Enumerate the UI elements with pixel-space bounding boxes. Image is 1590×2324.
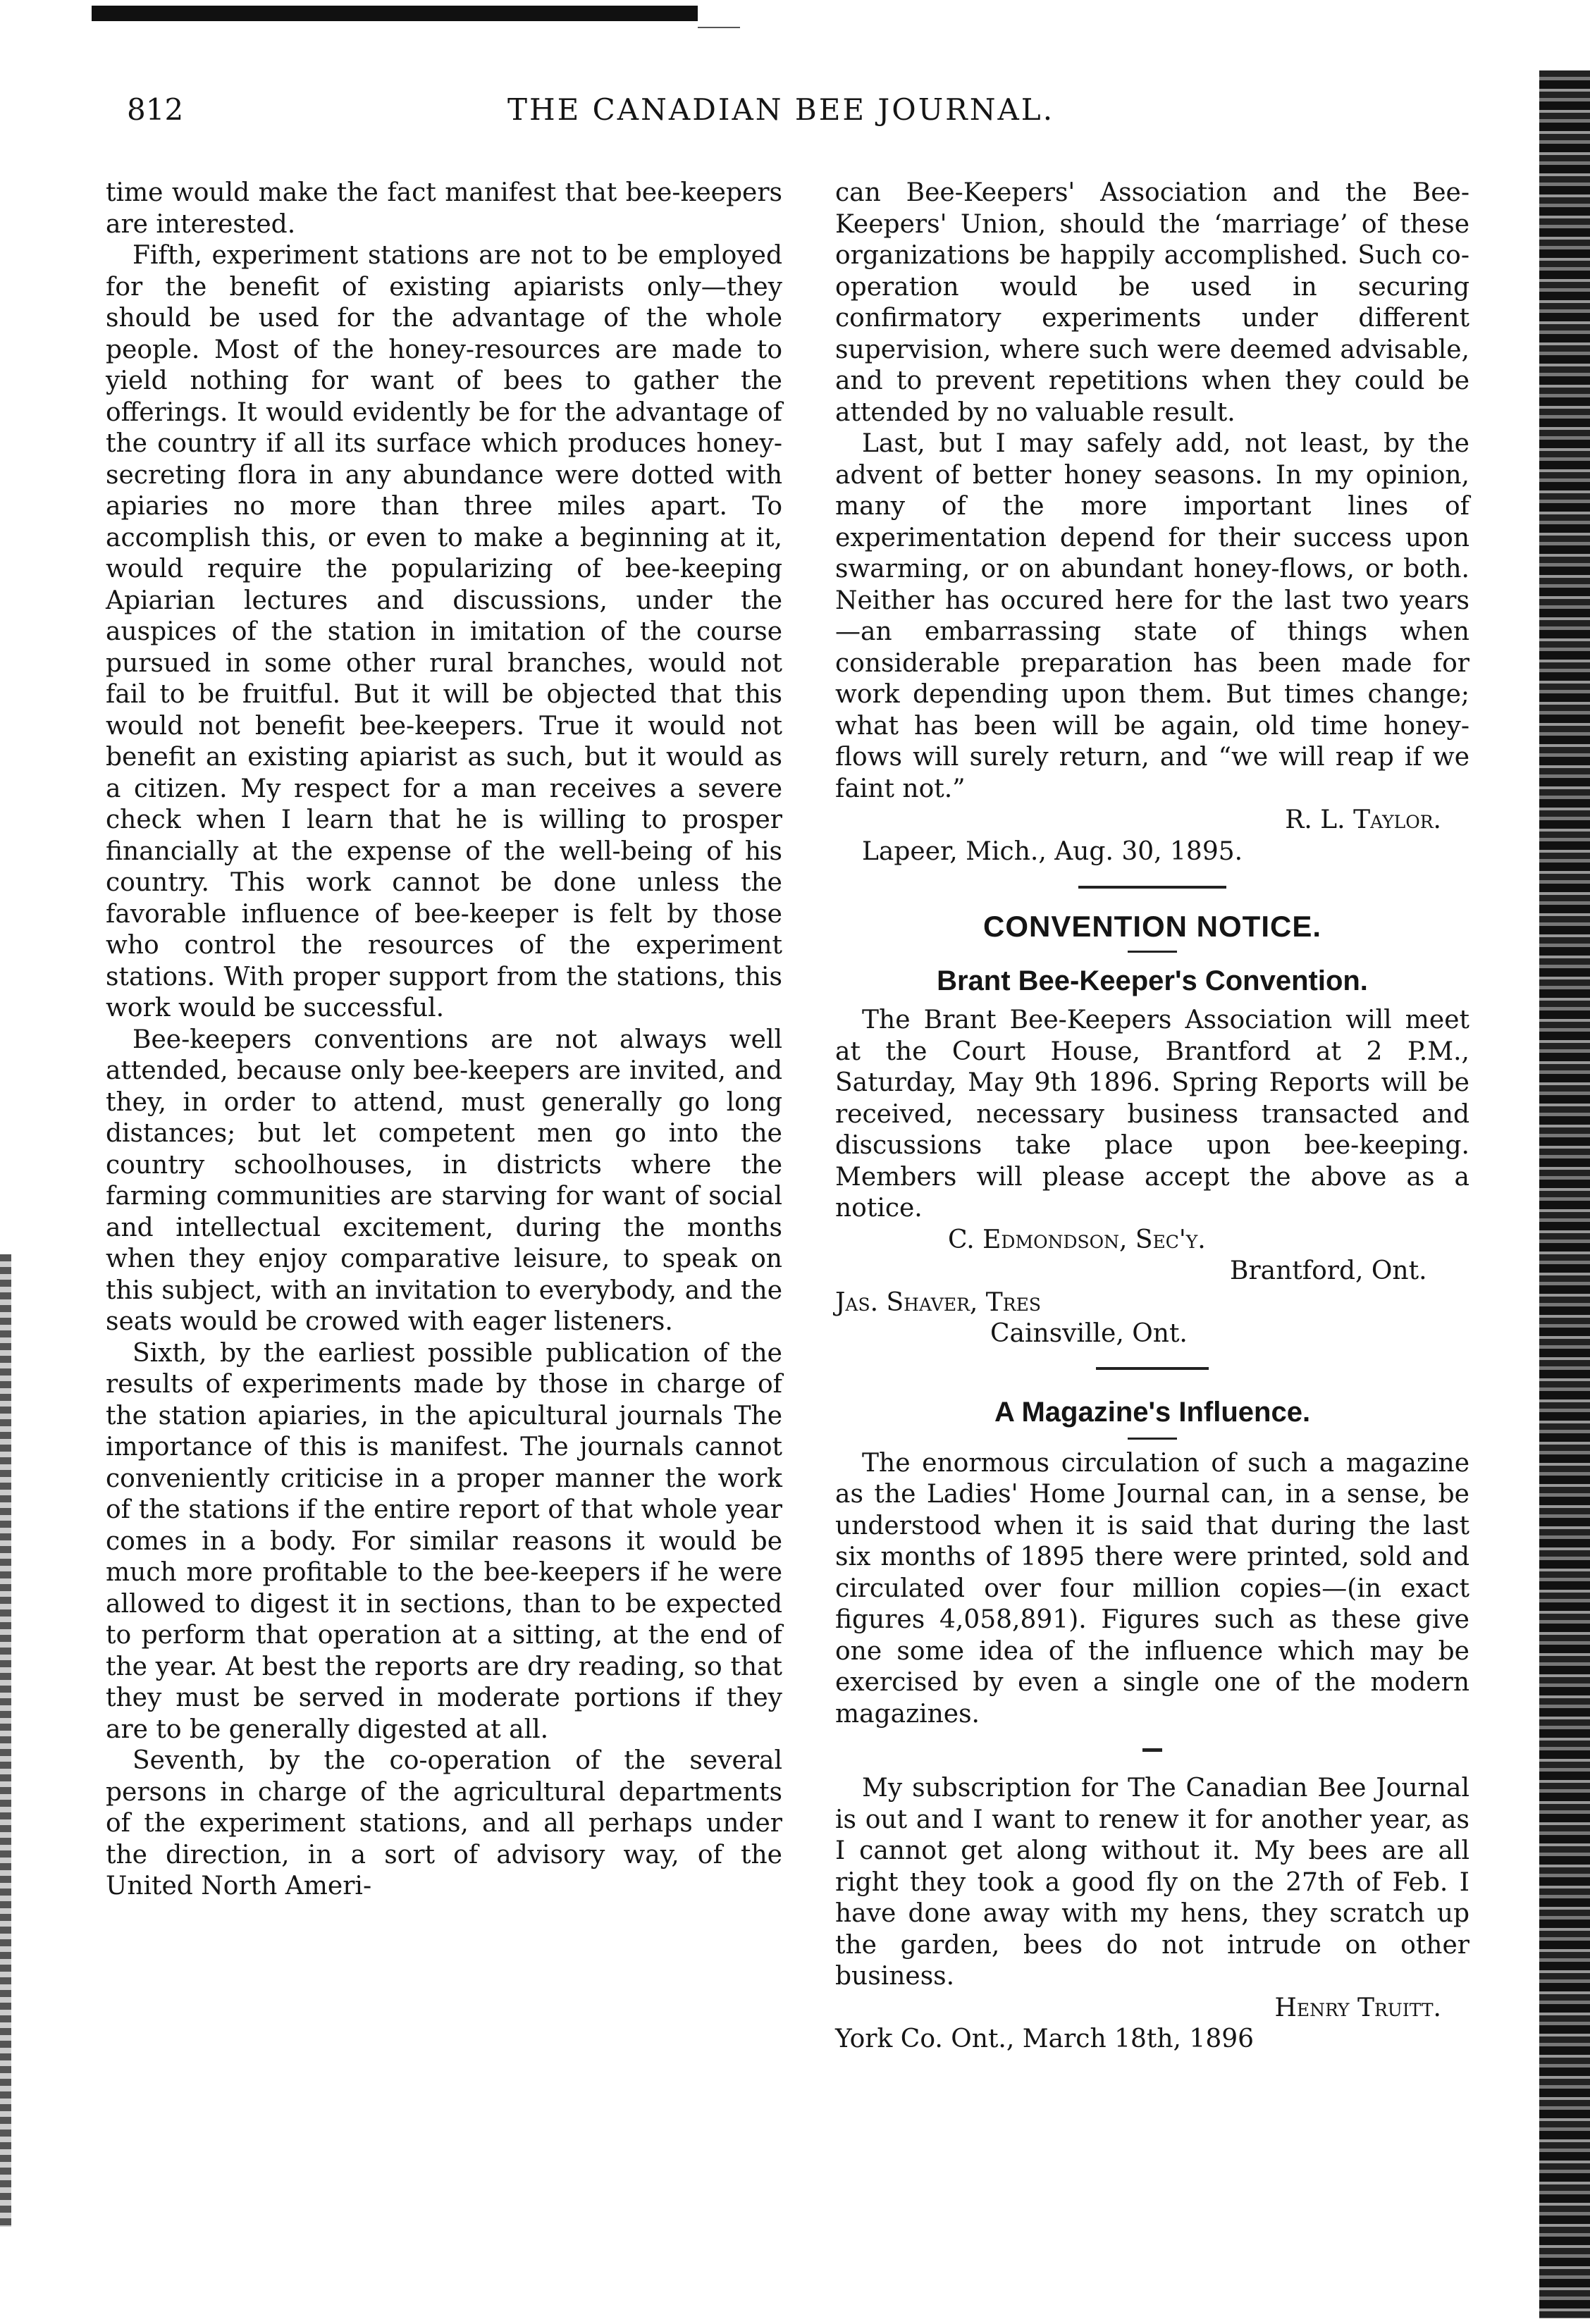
letter-place: York Co. Ont., March 18th, 1896 [835,2025,1255,2053]
scan-edge-left [0,1254,11,2227]
treasurer-name: Jas. Shaver, Tres [835,1287,1041,1317]
treasurer-place: Cainsville, Ont. [990,1319,1188,1348]
letter-body: My subscription for The Canadian Bee Journal is out and I want to renew it for another year, as I cannot get along without it. My bees are all right they took a good fly on the 27th of Feb. I have done away with my hens, they scratch up the garden, bees do not intrude on other business. [835,1774,1469,1991]
dateline: Lapeer, Mich., Aug. 30, 1895. [862,836,1243,866]
section-dash [1142,1748,1162,1752]
secretary-place: Brantford, Ont. [1230,1256,1427,1285]
top-rule-tail [698,27,740,28]
page-number: 812 [127,92,184,127]
journal-title: THE CANADIAN BEE JOURNAL. [507,92,1055,127]
magazine-heading: A Magazine's Influence. [994,1396,1311,1428]
left-column [106,178,782,1903]
top-rule [92,6,698,21]
paragraph: time would make the fact manifest that bee-keepers are interested. [106,178,782,239]
running-head [127,89,1156,131]
secretary-name: C. Edmondson, Sec'y. [948,1225,1206,1254]
paragraph: Bee-keepers conventions are not always well attended, because only bee-keepers are invited, and they, in order to attend, must generally go long distances; but let competent men go into the country schoolhouses, in districts where the farming communities are starving for want of social and intellectual excitement, during the months when they enjoy comparative leisure, to speak on this subject, with an invitation to everybody, and the seats would be crowed with eager listeners. [106,1025,782,1336]
right-column [835,178,1469,2056]
convention-subheading: Brant Bee-Keeper's Convention. [937,965,1368,996]
heading-divider [1128,951,1177,953]
paragraph: Sixth, by the earliest possible publication of the results of experiments made by those in charge of the station apiaries, in the apicultural journals The importance of this is manifest. The journals cannot conveniently criticise in a proper manner the work of the stations if the entire report of that whole year comes in a body. For similar reasons it would be much more profitable to the bee-keepers if he were allowed to digest it in sections, than to be expected to perform that operation at a sitting, at the end of the year. At best the reports are dry reading, so that they must be served in moderate portions if they are to be generally digested at all. [106,1338,782,1744]
paragraph: can Bee-Keepers' Association and the Bee-Keepers' Union, should the ‘marriage’ of these organizations be happily accomplished. Such co-operation would be used in securing confirmatory experiments under different supervision, where such were deemed advisable, and to prevent repetitions when they could be attended by no valuable result. [835,178,1469,427]
letter-signature: Henry Truitt. [1274,1993,1441,2022]
convention-notice-body: The Brant Bee-Keepers Association will meet at the Court House, Brantford at 2 P.M., Saturday, May 9th 1896. Spring Reports will be received, necessary business transacted and discussions take place upon bee-keeping. Members will please accept the above as a notice. [835,1006,1469,1223]
paragraph: Last, but I may safely add, not least, by the advent of better honey seasons. In my opinion, many of the more important lines of experimentation depend for their success upon swarming, or on abundant honey-flows, or both. Neither has occured here for the last two years—an embarrassing state of things when considerable preparation has been made for work depending upon them. But times change; what has been will be again, old time honey-flows will surely return, and “we will reap if we faint not.” [835,429,1469,803]
paragraph: Fifth, experiment stations are not to be employed for the benefit of existing apiarists only—they should be used for the advantage of the whole people. Most of the honey-resources are made to yield nothing for want of bees to gather the offerings. It would evidently be for the advantage of the country if all its surface which produces honey-secreting flora in any abundance were dotted with apiaries no more than three miles apart. To accomplish this, or even to make a beginning at it, would require the popularizing of bee-keeping Apiarian lectures and discussions, under the auspices of the station in imitation of the course pursued in some other rural branches, would not fail to be fruitful. But it will be objected that this would not benefit bee-keepers. True it would not benefit an existing apiarist as such, but it would as a citizen. My respect for a man receives a severe check when I learn that he is willing to prosper financially at the expense of the well-being of his country. This work cannot be done unless the favorable influence of bee-keeper is felt by those who control the resources of the experiment stations. With proper support from the stations, this work would be successful. [106,241,782,1022]
scan-edge-right [1539,70,1590,2318]
paragraph: Seventh, by the co-operation of the several persons in charge of the agricultural departments of the experiment stations, and all perhaps under the direction, in a sort of advisory way, of the United North Ameri- [106,1746,782,1900]
section-divider [1078,886,1226,889]
heading-divider [1128,1438,1177,1440]
author-signature: R. L. Taylor. [1285,805,1441,834]
section-divider [1096,1367,1209,1370]
convention-heading: CONVENTION NOTICE. [982,910,1322,943]
magazine-body: The enormous circulation of such a magazine as the Ladies' Home Journal can, in a sense, be understood when it is said that during the last six months of 1895 there were printed, sold and circulated over four million copies—(in exact figures 4,058,891). Figures such as these give one some idea of the influence which may be exercised by even a single one of the modern magazines. [835,1448,1469,1729]
